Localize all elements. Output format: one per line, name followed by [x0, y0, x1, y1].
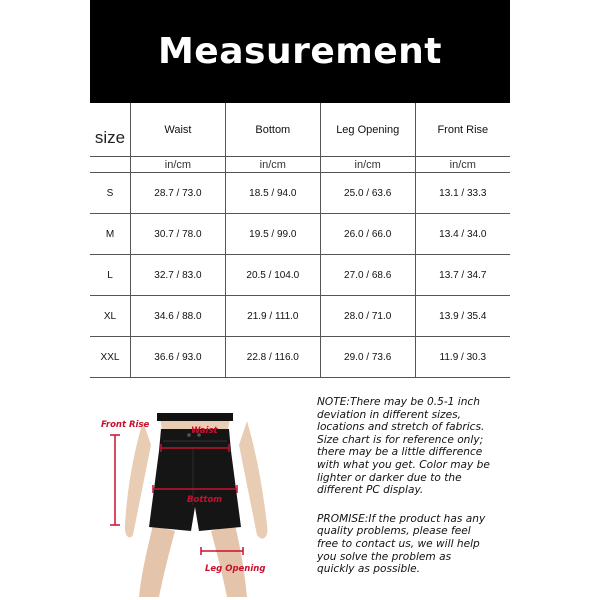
table-cell: 20.5 / 104.0 [225, 255, 320, 296]
size-cell: XL [90, 296, 131, 337]
table-cell: 28.0 / 71.0 [320, 296, 415, 337]
shorts [149, 429, 241, 531]
header-waist: Waist [131, 103, 226, 157]
table-cell: 28.7 / 73.0 [131, 173, 226, 214]
table-header-row [90, 103, 510, 157]
model-figure [95, 385, 295, 600]
crop-top [157, 413, 233, 421]
table-cell: 30.7 / 78.0 [131, 214, 226, 255]
left-leg [139, 525, 175, 597]
table-row [90, 214, 510, 255]
table-cell: 36.6 / 93.0 [131, 337, 226, 378]
size-cell: XXL [90, 337, 131, 378]
unit-cell: in/cm [415, 157, 510, 173]
header-bottom: Bottom [225, 103, 320, 157]
table-cell: 21.9 / 111.0 [225, 296, 320, 337]
table-cell: 22.8 / 116.0 [225, 337, 320, 378]
bottom-label: Bottom [187, 495, 223, 505]
left-arm [125, 421, 151, 537]
table-cell: 13.7 / 34.7 [415, 255, 510, 296]
note-text: NOTE:There may be 0.5-1 inch deviation in different sizes, locations and stretch of fabrics. Size chart is for reference only; there may be a little difference with what you get. Color may be lighter or darker due to the different PC display. [317, 396, 490, 497]
table-cell: 13.9 / 35.4 [415, 296, 510, 337]
table-cell: 19.5 / 99.0 [225, 214, 320, 255]
size-cell: L [90, 255, 131, 296]
title-banner [90, 0, 510, 103]
table-cell: 32.7 / 83.0 [131, 255, 226, 296]
table-row [90, 337, 510, 378]
right-leg [211, 525, 247, 597]
unit-cell [90, 157, 131, 173]
promise-text: PROMISE:If the product has any quality problems, please feel free to contact us, we will help you solve the problem as quickly as possible. [317, 512, 486, 576]
notes-panel [317, 396, 492, 576]
table-unit-row [90, 157, 510, 173]
size-cell: M [90, 214, 131, 255]
header-front-rise: Front Rise [415, 103, 510, 157]
size-cell: S [90, 173, 131, 214]
table-cell: 13.1 / 33.3 [415, 173, 510, 214]
table-cell: 26.0 / 66.0 [320, 214, 415, 255]
unit-cell: in/cm [320, 157, 415, 173]
size-chart-table [90, 103, 510, 378]
front-rise-label: Front Rise [101, 420, 150, 430]
table-cell: 25.0 / 63.6 [320, 173, 415, 214]
table-cell: 34.6 / 88.0 [131, 296, 226, 337]
unit-cell: in/cm [225, 157, 320, 173]
table-cell: 11.9 / 30.3 [415, 337, 510, 378]
table-row [90, 255, 510, 296]
table-cell: 18.5 / 94.0 [225, 173, 320, 214]
header-size: size [90, 103, 131, 157]
header-leg-opening: Leg Opening [320, 103, 415, 157]
table-cell: 13.4 / 34.0 [415, 214, 510, 255]
table-row [90, 173, 510, 214]
table-cell: 29.0 / 73.6 [320, 337, 415, 378]
unit-cell: in/cm [131, 157, 226, 173]
right-arm [239, 421, 267, 539]
table-row [90, 296, 510, 337]
table-cell: 27.0 / 68.6 [320, 255, 415, 296]
page-title: Measurement [157, 31, 443, 72]
waist-label: Waist [191, 426, 218, 436]
leg-opening-label: Leg Opening [205, 564, 266, 574]
